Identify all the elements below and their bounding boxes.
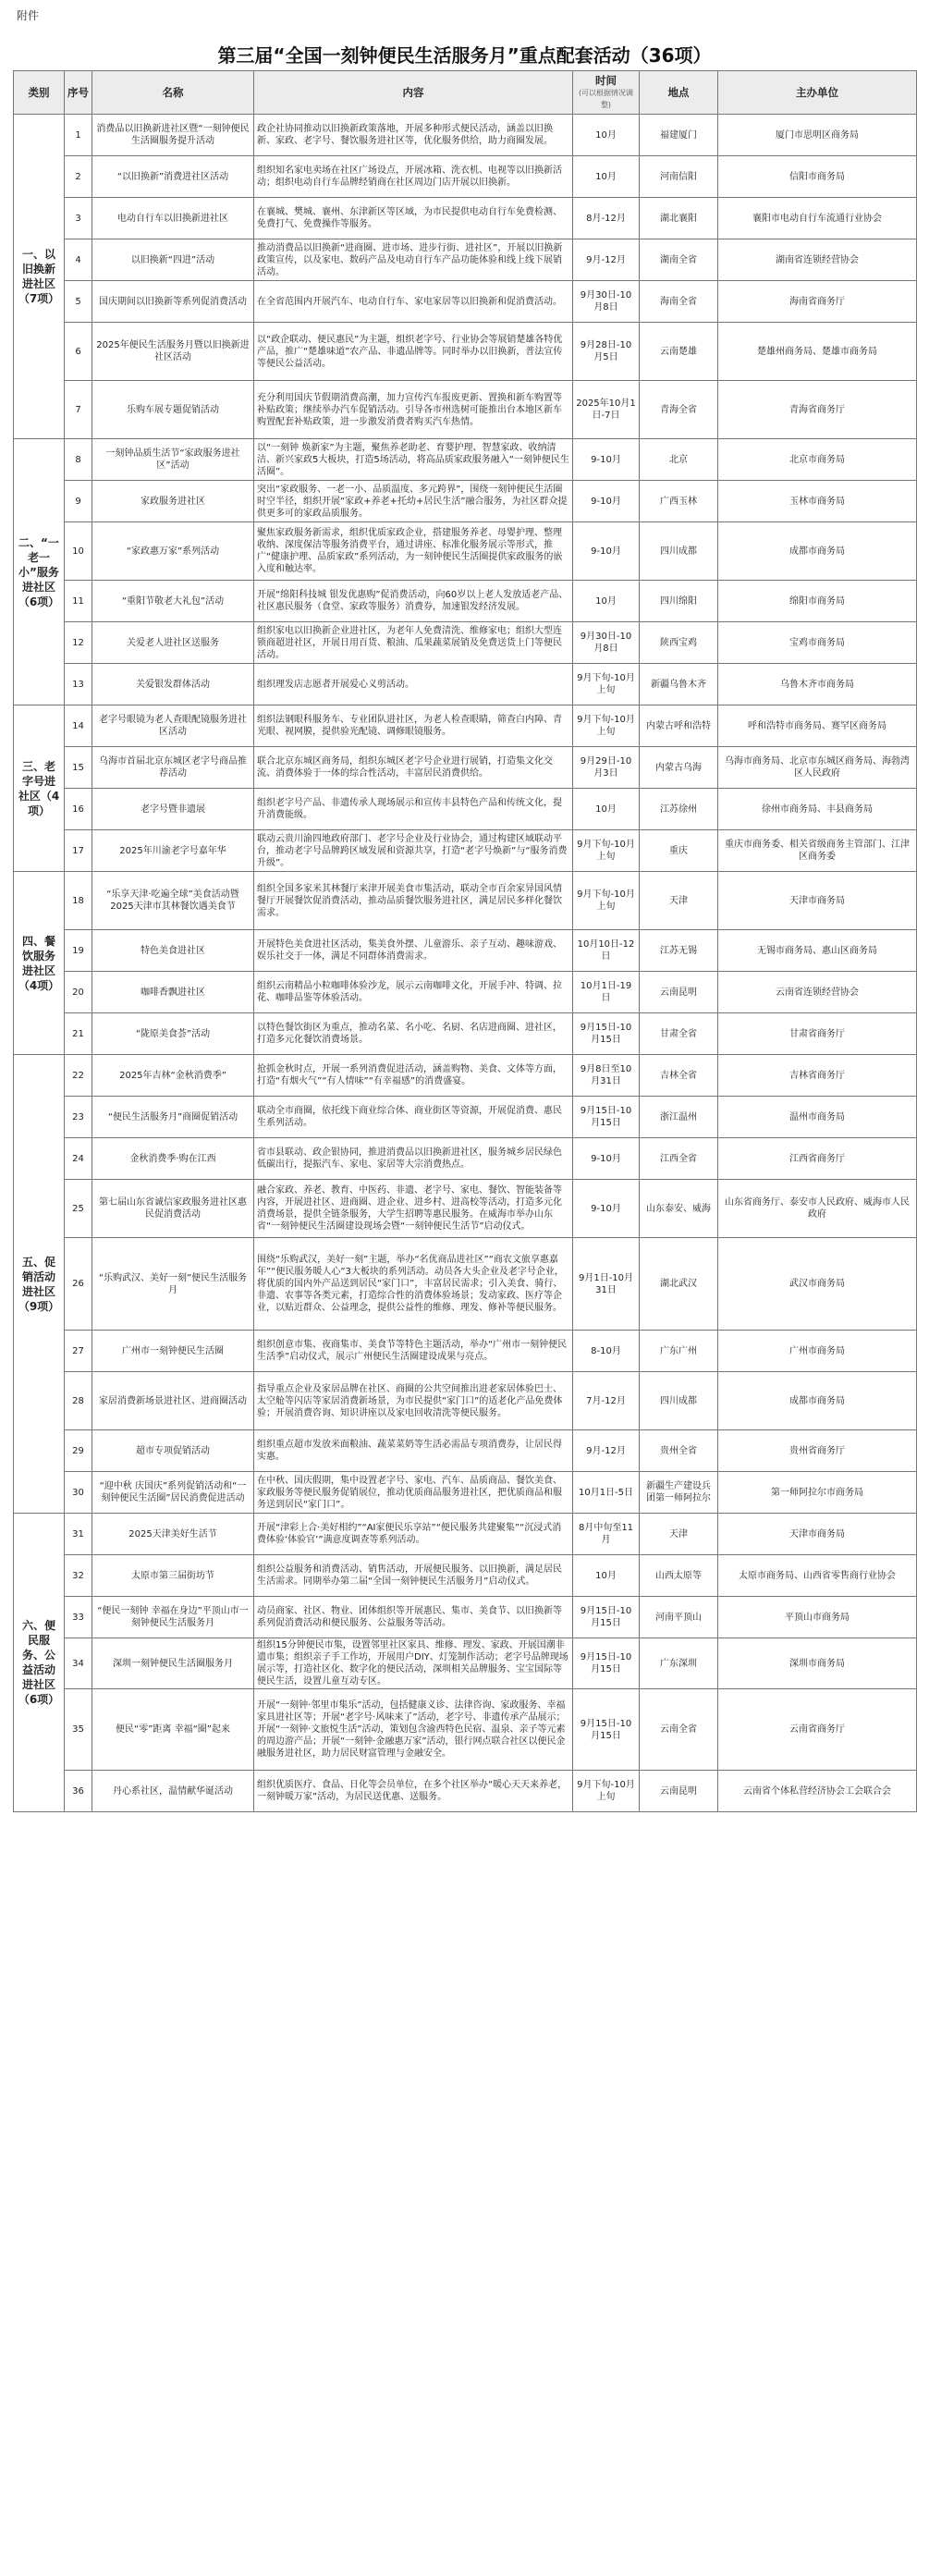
activity-time: 9月下旬-10月上旬 (573, 705, 640, 747)
activity-time: 10月1日-5日 (573, 1472, 640, 1514)
activity-content: 组织重点超市发放米面粮油、蔬菜菜奶等生活必需品专项消费券，让居民得实惠。 (254, 1430, 573, 1472)
activity-time: 10月 (573, 581, 640, 622)
table-row (14, 581, 917, 622)
activity-place: 湖南全省 (640, 239, 718, 281)
activity-place: 天津 (640, 1514, 718, 1555)
activity-name: 以旧换新“四进”活动 (92, 239, 254, 281)
table-row (14, 1180, 917, 1238)
activity-time: 9月15日-10月15日 (573, 1013, 640, 1055)
row-number: 26 (65, 1238, 92, 1331)
activity-organizer: 乌海市商务局、北京市东城区商务局、海勃湾区人民政府 (718, 747, 917, 789)
table-row (14, 872, 917, 930)
row-number: 20 (65, 972, 92, 1013)
col-category: 类别 (14, 71, 65, 115)
activity-time: 7月-12月 (573, 1372, 640, 1430)
activity-content: 组织理发店志愿者开展爱心义剪活动。 (254, 664, 573, 705)
activity-time: 9月-12月 (573, 1430, 640, 1472)
row-number: 21 (65, 1013, 92, 1055)
activity-time: 9-10月 (573, 1138, 640, 1180)
activity-name: 咖啡香飘进社区 (92, 972, 254, 1013)
activity-place: 云南昆明 (640, 1771, 718, 1812)
activity-organizer: 山东省商务厅、泰安市人民政府、威海市人民政府 (718, 1180, 917, 1238)
activity-name: 超市专项促销活动 (92, 1430, 254, 1472)
activity-place: 新疆乌鲁木齐 (640, 664, 718, 705)
activity-organizer: 襄阳市电动自行车流通行业协会 (718, 198, 917, 239)
activity-place: 河南平顶山 (640, 1597, 718, 1638)
activity-time: 9月28日-10月5日 (573, 323, 640, 381)
activity-place: 四川成都 (640, 522, 718, 581)
activity-time: 9月8日至10月31日 (573, 1055, 640, 1097)
table-row (14, 1430, 917, 1472)
activity-organizer: 青海省商务厅 (718, 381, 917, 439)
activity-time: 9月15日-10月15日 (573, 1638, 640, 1689)
activity-time: 10月1日-19日 (573, 972, 640, 1013)
activity-place: 江苏徐州 (640, 789, 718, 830)
activity-name: 关爱老人进社区送服务 (92, 622, 254, 664)
row-number: 7 (65, 381, 92, 439)
table-row (14, 381, 917, 439)
activity-organizer: 云南省个体私营经济协会工会联合会 (718, 1771, 917, 1812)
activity-time: 8-10月 (573, 1331, 640, 1372)
activity-content: 联合北京东城区商务局，组织东城区老字号企业进行展销，打造集文化交流、消费体验于一体的综合性活动，丰富居民消费供给。 (254, 747, 573, 789)
activity-name: 2025年便民生活服务月暨以旧换新进社区活动 (92, 323, 254, 381)
row-number: 10 (65, 522, 92, 581)
activity-content: 组织全国多家米其林餐厅来津开展美食市集活动，联动全市百余家异国风情餐厅开展餐饮促消费活动，推动品质餐饮服务进社区，满足居民多样化餐饮需求。 (254, 872, 573, 930)
table-row (14, 972, 917, 1013)
activity-name: 2025年吉林“金秋消费季” (92, 1055, 254, 1097)
activity-name: 乐购车展专题促销活动 (92, 381, 254, 439)
row-number: 18 (65, 872, 92, 930)
activity-name: 丹心系社区，温情献华诞活动 (92, 1771, 254, 1812)
row-number: 12 (65, 622, 92, 664)
col-name: 名称 (92, 71, 254, 115)
activity-name: 老字号眼镜为老人查眼配镜服务进社区活动 (92, 705, 254, 747)
activity-name: 老字号暨非遗展 (92, 789, 254, 830)
activity-content: 组织老字号产品、非遗传承人现场展示和宣传丰县特色产品和传统文化，提升消费能级。 (254, 789, 573, 830)
activity-name: “家政惠万家”系列活动 (92, 522, 254, 581)
activity-organizer: 武汉市商务局 (718, 1238, 917, 1331)
row-number: 22 (65, 1055, 92, 1097)
activity-place: 天津 (640, 872, 718, 930)
table-row (14, 705, 917, 747)
activity-place: 云南昆明 (640, 972, 718, 1013)
activity-time: 9月1日-10月31日 (573, 1238, 640, 1331)
category-cell: 五、促销活动进社区（9项） (14, 1055, 65, 1514)
table-row (14, 664, 917, 705)
activity-time: 9月下旬-10月上旬 (573, 1771, 640, 1812)
table-row (14, 1055, 917, 1097)
table-row (14, 789, 917, 830)
activity-time: 9月15日-10月15日 (573, 1689, 640, 1771)
activity-content: 联动云贵川渝四地政府部门、老字号企业及行业协会，通过构建区域联动平台，推动老字号品牌跨区域发展和资源共享，打造“老字号焕新”与“服务消费升级”。 (254, 830, 573, 872)
activity-organizer: 江西省商务厅 (718, 1138, 917, 1180)
activity-time: 9月15日-10月15日 (573, 1597, 640, 1638)
activity-content: 开展特色美食进社区活动，集美食外摆、儿童游乐、亲子互动、趣味游戏、娱乐社交于一体，满足不同群体消费需求。 (254, 930, 573, 972)
activity-content: 突出“家政服务、一老一小、品质温度、多元跨界”，围绕一刻钟便民生活圈时空半径，组织开展“家政+养老+托幼+居民生活”融合服务，为社区群众提供更多可的家政品质服务。 (254, 481, 573, 522)
activity-name: 便民“零”距离 幸福“圈”起来 (92, 1689, 254, 1771)
activity-time: 10月10日-12日 (573, 930, 640, 972)
activity-organizer: 贵州省商务厅 (718, 1430, 917, 1472)
activity-name: 2025天津美好生活节 (92, 1514, 254, 1555)
activity-content: 开展“津彩上合·美好相约”“AI家便民乐享站”“便民服务共建聚集”“沉浸式消费体验‘体验官’”满意度调查等系列活动。 (254, 1514, 573, 1555)
activity-place: 北京 (640, 439, 718, 481)
row-number: 8 (65, 439, 92, 481)
activity-name: “重阳节敬老大礼包”活动 (92, 581, 254, 622)
table-row (14, 1555, 917, 1597)
activity-organizer: 云南省商务厅 (718, 1689, 917, 1771)
row-number: 30 (65, 1472, 92, 1514)
activity-content: 联动全市商圈，依托线下商业综合体、商业街区等资源，开展促消费、惠民生系列活动。 (254, 1097, 573, 1138)
activity-time: 10月 (573, 115, 640, 156)
activity-place: 河南信阳 (640, 156, 718, 198)
table-row (14, 1689, 917, 1771)
activity-time: 8月中旬至11月 (573, 1514, 640, 1555)
table-row (14, 747, 917, 789)
activity-time: 10月 (573, 1555, 640, 1597)
activity-name: “以旧换新”消费进社区活动 (92, 156, 254, 198)
table-row (14, 1638, 917, 1689)
activity-content: 在中秋、国庆假期，集中设置老字号、家电、汽车、品质商品、餐饮美食、家政服务等便民服务促销展位，推动优质商品服务进社区，把优质商品和服务送到居民“家门口”。 (254, 1472, 573, 1514)
table-row (14, 198, 917, 239)
activity-name: 家居消费新场景进社区、进商圈活动 (92, 1372, 254, 1430)
col-organizer: 主办单位 (718, 71, 917, 115)
activity-content: 以特色餐饮街区为重点，推动名菜、名小吃、名厨、名店进商圈、进社区，打造多元化餐饮消费场景。 (254, 1013, 573, 1055)
activity-organizer: 绵阳市商务局 (718, 581, 917, 622)
table-row (14, 830, 917, 872)
activity-place: 贵州全省 (640, 1430, 718, 1472)
activity-content: 在全省范围内开展汽车、电动自行车、家电家居等以旧换新和促消费活动。 (254, 281, 573, 323)
activity-time: 9月30日-10月8日 (573, 281, 640, 323)
activity-organizer: 成都市商务局 (718, 522, 917, 581)
table-row (14, 622, 917, 664)
table-header-row (14, 71, 917, 115)
table-row (14, 323, 917, 381)
row-number: 24 (65, 1138, 92, 1180)
activity-place: 浙江温州 (640, 1097, 718, 1138)
activity-time: 8月-12月 (573, 198, 640, 239)
row-number: 23 (65, 1097, 92, 1138)
activity-content: 指导重点企业及家居品牌在社区、商圈的公共空间推出进老家居体验巴士、太空舱等闪店等家居消费新场景，为市民提供“家门口”的适老化产品免费体验；开展消费咨询、知识讲座以及家电回收清洗等便民服务。 (254, 1372, 573, 1430)
activity-name: 第七届山东省诚信家政服务进社区惠民促消费活动 (92, 1180, 254, 1238)
row-number: 14 (65, 705, 92, 747)
activity-organizer: 吉林省商务厅 (718, 1055, 917, 1097)
row-number: 13 (65, 664, 92, 705)
category-cell: 六、便民服务、公益活动进社区（6项） (14, 1514, 65, 1812)
activity-organizer: 玉林市商务局 (718, 481, 917, 522)
activity-name: 国庆期间以旧换新等系列促消费活动 (92, 281, 254, 323)
activity-name: 乌海市首届北京东城区老字号商品推荐活动 (92, 747, 254, 789)
row-number: 31 (65, 1514, 92, 1555)
activity-time: 9月29日-10月3日 (573, 747, 640, 789)
activity-organizer: 甘肃省商务厅 (718, 1013, 917, 1055)
activity-content: 组织家电以旧换新企业进社区，为老年人免费清洗、维修家电；组织大型连锁商超进社区，开展日用百货、粮油、瓜果蔬菜展销及免费送货上门等便民活动。 (254, 622, 573, 664)
col-place: 地点 (640, 71, 718, 115)
row-number: 32 (65, 1555, 92, 1597)
activity-content: 政企社协同推动以旧换新政策落地，开展多种形式便民活动，涵盖以旧换新、家政、老字号、餐饮服务进社区等，优化服务供给，助力商圈发展。 (254, 115, 573, 156)
activity-name: “乐享天津·吃遍全球”美食活动暨2025天津市其林餐饮遇美食节 (92, 872, 254, 930)
activity-organizer: 天津市商务局 (718, 1514, 917, 1555)
table-row (14, 1097, 917, 1138)
activity-content: 以“政企联动、便民惠民”为主题，组织老字号、行业协会等展销楚雄各特优产品，推广“楚雄味道”农产品、非遗品牌等。同时举办以旧换新，普法宣传等便民公益活动。 (254, 323, 573, 381)
activity-time: 9月下旬-10月上旬 (573, 830, 640, 872)
activity-content: 推动消费品以旧换新“进商圈、进市场、进步行街、进社区”，开展以旧换新政策宣传，以及家电、数码产品及电动自行车产品功能体验和线上线下展销活动。 (254, 239, 573, 281)
table-row (14, 439, 917, 481)
col-no: 序号 (65, 71, 92, 115)
activity-name: 家政服务进社区 (92, 481, 254, 522)
activity-content: 以“一刻钟 焕新家”为主题，聚焦养老助老、育婴护理、智慧家政、收纳清洁、新兴家政5大板块，打造5场活动，将高品质家政服务融入“一刻钟便民生活圈”。 (254, 439, 573, 481)
table-row (14, 522, 917, 581)
activity-place: 重庆 (640, 830, 718, 872)
activity-content: 抢抓金秋时点，开展一系列消费促进活动，涵盖购物、美食、文体等方面，打造“有烟火气”“有人情味”“有幸福感”的消费盛宴。 (254, 1055, 573, 1097)
activity-place: 湖北襄阳 (640, 198, 718, 239)
table-row (14, 1331, 917, 1372)
activity-place: 福建厦门 (640, 115, 718, 156)
activity-place: 陕西宝鸡 (640, 622, 718, 664)
row-number: 2 (65, 156, 92, 198)
activity-organizer: 重庆市商务委、相关省级商务主管部门、江津区商务委 (718, 830, 917, 872)
activity-time: 9月-12月 (573, 239, 640, 281)
category-cell: 二、“一老一小”服务进社区（6项） (14, 439, 65, 705)
activity-name: 太原市第三届街坊节 (92, 1555, 254, 1597)
activity-content: 组织知名家电卖场在社区广场设点，开展冰箱、洗衣机、电视等以旧换新活动；组织电动自行车品牌经销商在社区周边门店开展以旧换新。 (254, 156, 573, 198)
activity-time: 9-10月 (573, 481, 640, 522)
activity-time: 9-10月 (573, 1180, 640, 1238)
row-number: 4 (65, 239, 92, 281)
activity-time: 10月 (573, 789, 640, 830)
activity-organizer: 楚雄州商务局、楚雄市商务局 (718, 323, 917, 381)
row-number: 34 (65, 1638, 92, 1689)
activity-content: 组织法钢眼科服务车、专业团队进社区，为老人检查眼睛，筛查白内障、青光眼、视网膜，提供验光配镜、调修眼镜服务。 (254, 705, 573, 747)
activity-time: 10月 (573, 156, 640, 198)
activity-content: 围绕“乐购武汉，美好一刻”主题，举办“名优商品进社区”“商农文旅享惠嘉年”“便民服务暖人心”3大板块的系列活动。动员各大头企业及老字号企业，将优质的国内外产品送到居民“家门口”，丰富居民需求；引入美食、骑行、非遗、农事等各类元素，打造综合性的消费体验场景；发动家政、医疗等企业，以贴近群众、公益理念，提供公益性的维修、理发、修补等便民服务。 (254, 1238, 573, 1331)
row-number: 36 (65, 1771, 92, 1812)
activity-content: 组织15分钟便民市集，设置邻里社区家具、维修、理发、家政、开展国潮非遗市集；组织亲子手工作坊，开展用户DIY、灯笼制作活动；老字号品牌现场展示等，打造社区化、数字化的便民活动，深圳相关品牌服务、宝宝国际等便民生活，设置儿童互动专区。 (254, 1638, 573, 1689)
activity-name: 特色美食进社区 (92, 930, 254, 972)
activity-name: 电动自行车以旧换新进社区 (92, 198, 254, 239)
activity-place: 江西全省 (640, 1138, 718, 1180)
activity-name: 2025年川渝老字号嘉年华 (92, 830, 254, 872)
activity-place: 云南楚雄 (640, 323, 718, 381)
activity-place: 广东广州 (640, 1331, 718, 1372)
activity-organizer: 成都市商务局 (718, 1372, 917, 1430)
activity-organizer: 信阳市商务局 (718, 156, 917, 198)
activity-place: 内蒙古乌海 (640, 747, 718, 789)
activity-place: 甘肃全省 (640, 1013, 718, 1055)
activity-name: 关爱银发群体活动 (92, 664, 254, 705)
table-row (14, 1514, 917, 1555)
table-row (14, 115, 917, 156)
category-cell: 三、老字号进社区（4项） (14, 705, 65, 872)
activity-place: 湖北武汉 (640, 1238, 718, 1331)
activity-organizer: 宝鸡市商务局 (718, 622, 917, 664)
activity-place: 吉林全省 (640, 1055, 718, 1097)
table-row (14, 1472, 917, 1514)
row-number: 29 (65, 1430, 92, 1472)
activity-content: 组织优质医疗、食品、日化等会员单位，在多个社区举办“暖心天天来养老，一刻钟暖万家”活动，为居民送优惠、送服务。 (254, 1771, 573, 1812)
col-time (573, 71, 640, 115)
activity-organizer: 深圳市商务局 (718, 1638, 917, 1689)
activity-content: 充分利用国庆节假期消费高潮，加力宣传汽车报废更新、置换和新车购置等补贴政策；继续举办汽车促销活动。引导各市州选树可能推出台本地区新车购置配套补贴政策，进一步激发消费者购买汽车热情。 (254, 381, 573, 439)
activity-name: 金秋消费季·购在江西 (92, 1138, 254, 1180)
activity-time: 9月下旬-10月上旬 (573, 872, 640, 930)
activity-content: 开展“绵阳科技城 银发优惠购”促消费活动，向60岁以上老人发放适老产品、社区惠民服务（食堂、家政等服务）消费券，加速银发经济发展。 (254, 581, 573, 622)
col-time-note: (可以根据情况调整) (578, 88, 634, 109)
activity-organizer: 乌鲁木齐市商务局 (718, 664, 917, 705)
activity-organizer: 厦门市思明区商务局 (718, 115, 917, 156)
activity-organizer: 天津市商务局 (718, 872, 917, 930)
activity-organizer: 湖南省连锁经营协会 (718, 239, 917, 281)
activity-name: “乐购武汉、美好一刻”便民生活服务月 (92, 1238, 254, 1331)
activity-time: 2025年10月1日-7日 (573, 381, 640, 439)
activity-name: 一刻钟品质生活节“家政服务进社区”活动 (92, 439, 254, 481)
activity-place: 内蒙古呼和浩特 (640, 705, 718, 747)
activity-content: 省市县联动、政企银协同，推进消费品以旧换新进社区，服务城乡居民绿色低碳出行，提振汽车、家电、家居等大宗消费热点。 (254, 1138, 573, 1180)
category-cell: 四、餐饮服务进社区（4项） (14, 872, 65, 1055)
activity-place: 青海全省 (640, 381, 718, 439)
activity-place: 四川绵阳 (640, 581, 718, 622)
activity-content: 聚焦家政服务新需求，组织优质家政企业，搭建服务养老、母婴护理、整理收纳、深度保洁等服务消费平台，通过讲座、标准化服务展示等形式，推广“健康护理、品质家政”系列活动，为一刻钟便民生活圈提供家政服务的嵌入度和触达率。 (254, 522, 573, 581)
activity-organizer: 温州市商务局 (718, 1097, 917, 1138)
col-content: 内容 (254, 71, 573, 115)
activity-time: 9-10月 (573, 439, 640, 481)
table-row (14, 1238, 917, 1331)
row-number: 15 (65, 747, 92, 789)
activity-place: 广东深圳 (640, 1638, 718, 1689)
activity-time: 9月15日-10月15日 (573, 1097, 640, 1138)
activity-content: 动员商家、社区、物业、团体组织等开展惠民、集市、美食节、以旧换新等系列促消费活动和便民服务、公益服务等活动。 (254, 1597, 573, 1638)
activity-organizer: 呼和浩特市商务局、赛罕区商务局 (718, 705, 917, 747)
table-row (14, 281, 917, 323)
activity-organizer: 平顶山市商务局 (718, 1597, 917, 1638)
activity-content: 开展“一刻钟·邻里市集乐”活动，包括健康义诊、法律咨询、家政服务、幸福家具进社区等；开展“老字号·风味来了”活动，老字号、非遗传承产品展示；开展“一刻钟·文旅悦生活”活动，策划包含渝西特色民宿、温泉、亲子等元素的周边游产品；开展“一刻钟·金融惠万家”活动，银行网点联合社区以便民金融服务进社区，助力居民财富管理与金融安全。 (254, 1689, 573, 1771)
activity-place: 山东泰安、威海 (640, 1180, 718, 1238)
activity-name: 广州市一刻钟便民生活圈 (92, 1331, 254, 1372)
row-number: 9 (65, 481, 92, 522)
row-number: 17 (65, 830, 92, 872)
table-body (14, 115, 917, 1812)
activity-place: 四川成都 (640, 1372, 718, 1430)
activity-name: “迎中秋 庆国庆”系列促销活动和“一刻钟便民生活圈”居民消费促进活动 (92, 1472, 254, 1514)
activity-name: 消费品以旧换新进社区暨“一刻钟便民生活圈服务提升活动 (92, 115, 254, 156)
category-cell: 一、以旧换新进社区（7项） (14, 115, 65, 439)
activity-content: 融合家政、养老、教育、中医药、非遗、老字号、家电、餐饮、智能装备等内容，开展进社区、进商圈、进企业、进乡村、进高校等活动，打造多元化消费场景，提供全链条服务，大学生招聘等惠民服务。在威海市举办山东省“一刻钟便民生活圈建设现场会暨“一刻钟便民生活节”启动仪式。 (254, 1180, 573, 1238)
activity-content: 组织创意市集、夜商集市、美食节等特色主题活动，举办“广州市一刻钟便民生活季”启动仪式，展示广州便民生活圈建设成果与亮点。 (254, 1331, 573, 1372)
row-number: 3 (65, 198, 92, 239)
row-number: 1 (65, 115, 92, 156)
activity-time: 9-10月 (573, 522, 640, 581)
activity-name: “便民生活服务月”商圈促销活动 (92, 1097, 254, 1138)
row-number: 19 (65, 930, 92, 972)
table-row (14, 239, 917, 281)
row-number: 5 (65, 281, 92, 323)
table-row (14, 1597, 917, 1638)
table-row (14, 481, 917, 522)
activity-content: 组织云南精品小粒咖啡体验沙龙，展示云南咖啡文化，开展手冲、特调、拉花、咖啡品鉴等体验活动。 (254, 972, 573, 1013)
row-number: 28 (65, 1372, 92, 1430)
row-number: 27 (65, 1331, 92, 1372)
activity-content: 在襄城、樊城、襄州、东津新区等区域，为市民提供电动自行车免费检测、免费打气、免费操作等服务。 (254, 198, 573, 239)
activity-name: “便民一刻钟 幸福在身边”平顶山市一刻钟便民生活服务月 (92, 1597, 254, 1638)
table-row (14, 156, 917, 198)
table-row (14, 1138, 917, 1180)
document-title: 第三届“全国一刻钟便民生活服务月”重点配套活动（36项） (217, 44, 712, 67)
activity-organizer: 云南省连锁经营协会 (718, 972, 917, 1013)
row-number: 16 (65, 789, 92, 830)
activity-place: 山西太原等 (640, 1555, 718, 1597)
table-row (14, 1372, 917, 1430)
activity-name: “陇原美食荟”活动 (92, 1013, 254, 1055)
col-time-label: 时间 (595, 73, 617, 87)
activity-name: 深圳一刻钟便民生活圈服务月 (92, 1638, 254, 1689)
annex-label: 附件 (17, 9, 40, 22)
activity-organizer: 北京市商务局 (718, 439, 917, 481)
activity-table (13, 70, 917, 1812)
row-number: 33 (65, 1597, 92, 1638)
activity-place: 新疆生产建设兵团第一师阿拉尔 (640, 1472, 718, 1514)
row-number: 35 (65, 1689, 92, 1771)
activity-time: 9月30日-10月8日 (573, 622, 640, 664)
activity-organizer: 无锡市商务局、惠山区商务局 (718, 930, 917, 972)
table-row (14, 1013, 917, 1055)
activity-organizer: 海南省商务厅 (718, 281, 917, 323)
activity-content: 组织公益服务和消费活动、销售活动，开展便民服务、以旧换新，满足居民生活需求。同期举办第二届“全国一刻钟便民生活服务月”启动仪式。 (254, 1555, 573, 1597)
activity-place: 江苏无锡 (640, 930, 718, 972)
activity-place: 海南全省 (640, 281, 718, 323)
activity-organizer: 徐州市商务局、丰县商务局 (718, 789, 917, 830)
activity-organizer: 太原市商务局、山西省零售商行业协会 (718, 1555, 917, 1597)
activity-place: 广西玉林 (640, 481, 718, 522)
row-number: 6 (65, 323, 92, 381)
activity-time: 9月下旬-10月上旬 (573, 664, 640, 705)
row-number: 11 (65, 581, 92, 622)
activity-organizer: 广州市商务局 (718, 1331, 917, 1372)
activity-place: 云南全省 (640, 1689, 718, 1771)
activity-organizer: 第一师阿拉尔市商务局 (718, 1472, 917, 1514)
table-row (14, 1771, 917, 1812)
row-number: 25 (65, 1180, 92, 1238)
table-row (14, 930, 917, 972)
